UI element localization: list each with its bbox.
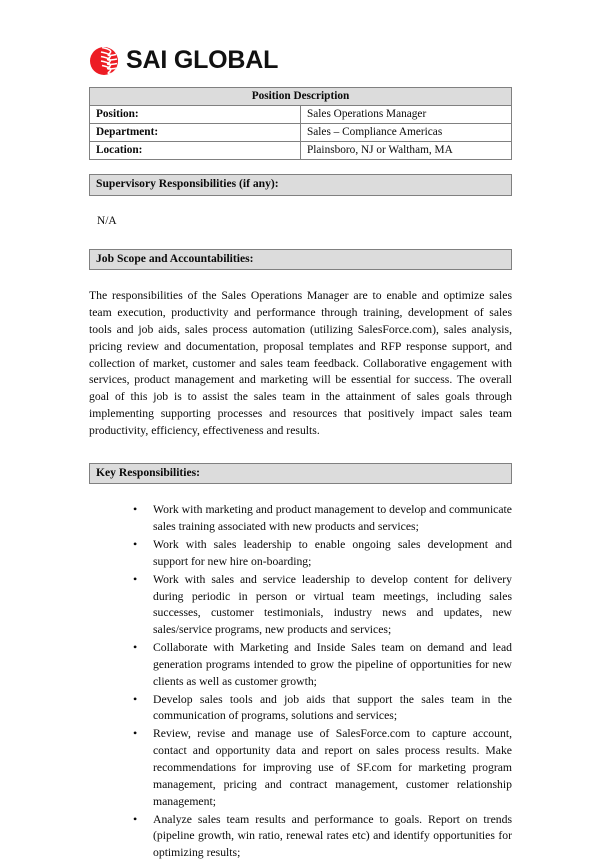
document-content bbox=[89, 38, 512, 863]
list-item: • Work with marketing and product management to develop and communicate sales training associated with new products and services; bbox=[133, 502, 512, 536]
section-heading-supervisory: Supervisory Responsibilities (if any): bbox=[89, 174, 512, 195]
department-value: Sales – Compliance Americas bbox=[301, 124, 512, 142]
spacer bbox=[89, 229, 512, 249]
position-label: Position: bbox=[90, 106, 301, 124]
position-description-table bbox=[89, 87, 512, 160]
department-label: Department: bbox=[90, 124, 301, 142]
table-title: Position Description bbox=[90, 88, 512, 106]
location-value: Plainsboro, NJ or Waltham, MA bbox=[301, 142, 512, 160]
logo-wordmark: SAI GLOBAL bbox=[126, 45, 279, 74]
section-heading-key-responsibilities: Key Responsibilities: bbox=[89, 463, 512, 484]
list-item: • Collaborate with Marketing and Inside Sales team on demand and lead generation programs intended to grow the pipeline of opportunities for new clients as well as customer growth; bbox=[133, 640, 512, 691]
table-row bbox=[90, 106, 512, 124]
key-responsibilities-list bbox=[89, 502, 512, 862]
company-logo bbox=[89, 38, 512, 82]
list-item: • Work with sales leadership to enable ongoing sales development and support for new hire on-boarding; bbox=[133, 537, 512, 571]
supervisory-body: N/A bbox=[97, 214, 117, 227]
list-item: • Develop sales tools and job aids that support the sales team in the communication of programs, solutions and services; bbox=[133, 692, 512, 726]
job-scope-paragraph: The responsibilities of the Sales Operations Manager are to enable and optimize sales team execution, productivity and performance through training, development of sales tools and job aids, sales process automation (utilizing SalesForce.com), sales analysis, pricing review and documentation, proposal templates and RFP response support, and collection of market, customer and sales team feedback. Collaborative engagement with services, product management and marketing will be essential for success. The overall goal of this job is to assist the sales team in the attainment of sales goals through implementing supporting processes and resources that positively impact sales team productivity, efficiency, effectiveness and results. bbox=[89, 289, 512, 437]
spacer bbox=[89, 270, 512, 288]
table-row bbox=[90, 142, 512, 160]
location-label: Location: bbox=[90, 142, 301, 160]
spacer bbox=[89, 484, 512, 502]
spacer bbox=[89, 196, 512, 214]
position-value: Sales Operations Manager bbox=[301, 106, 512, 124]
list-item: • Work with sales and service leadership to develop content for delivery during periodic in person or virtual team meetings, including sales successes, customer testimonials, industry news and updates, new sales/service programs, new products and services; bbox=[133, 572, 512, 639]
red-globe-icon bbox=[89, 46, 119, 76]
list-item: • Analyze sales team results and performance to goals. Report on trends (pipeline growth, win ratio, renewal rates etc) and identify opportunities for optimizing results; bbox=[133, 812, 512, 863]
table-row bbox=[90, 124, 512, 142]
section-heading-job-scope: Job Scope and Accountabilities: bbox=[89, 249, 512, 270]
table-title-row bbox=[90, 88, 512, 106]
list-item: • Review, revise and manage use of SalesForce.com to capture account, contact and opportunity data and report on sales process results. Make recommendations for improving use of SF.com for marketing program management, pricing and contract management, customer relationship management; bbox=[133, 726, 512, 810]
spacer bbox=[89, 440, 512, 463]
